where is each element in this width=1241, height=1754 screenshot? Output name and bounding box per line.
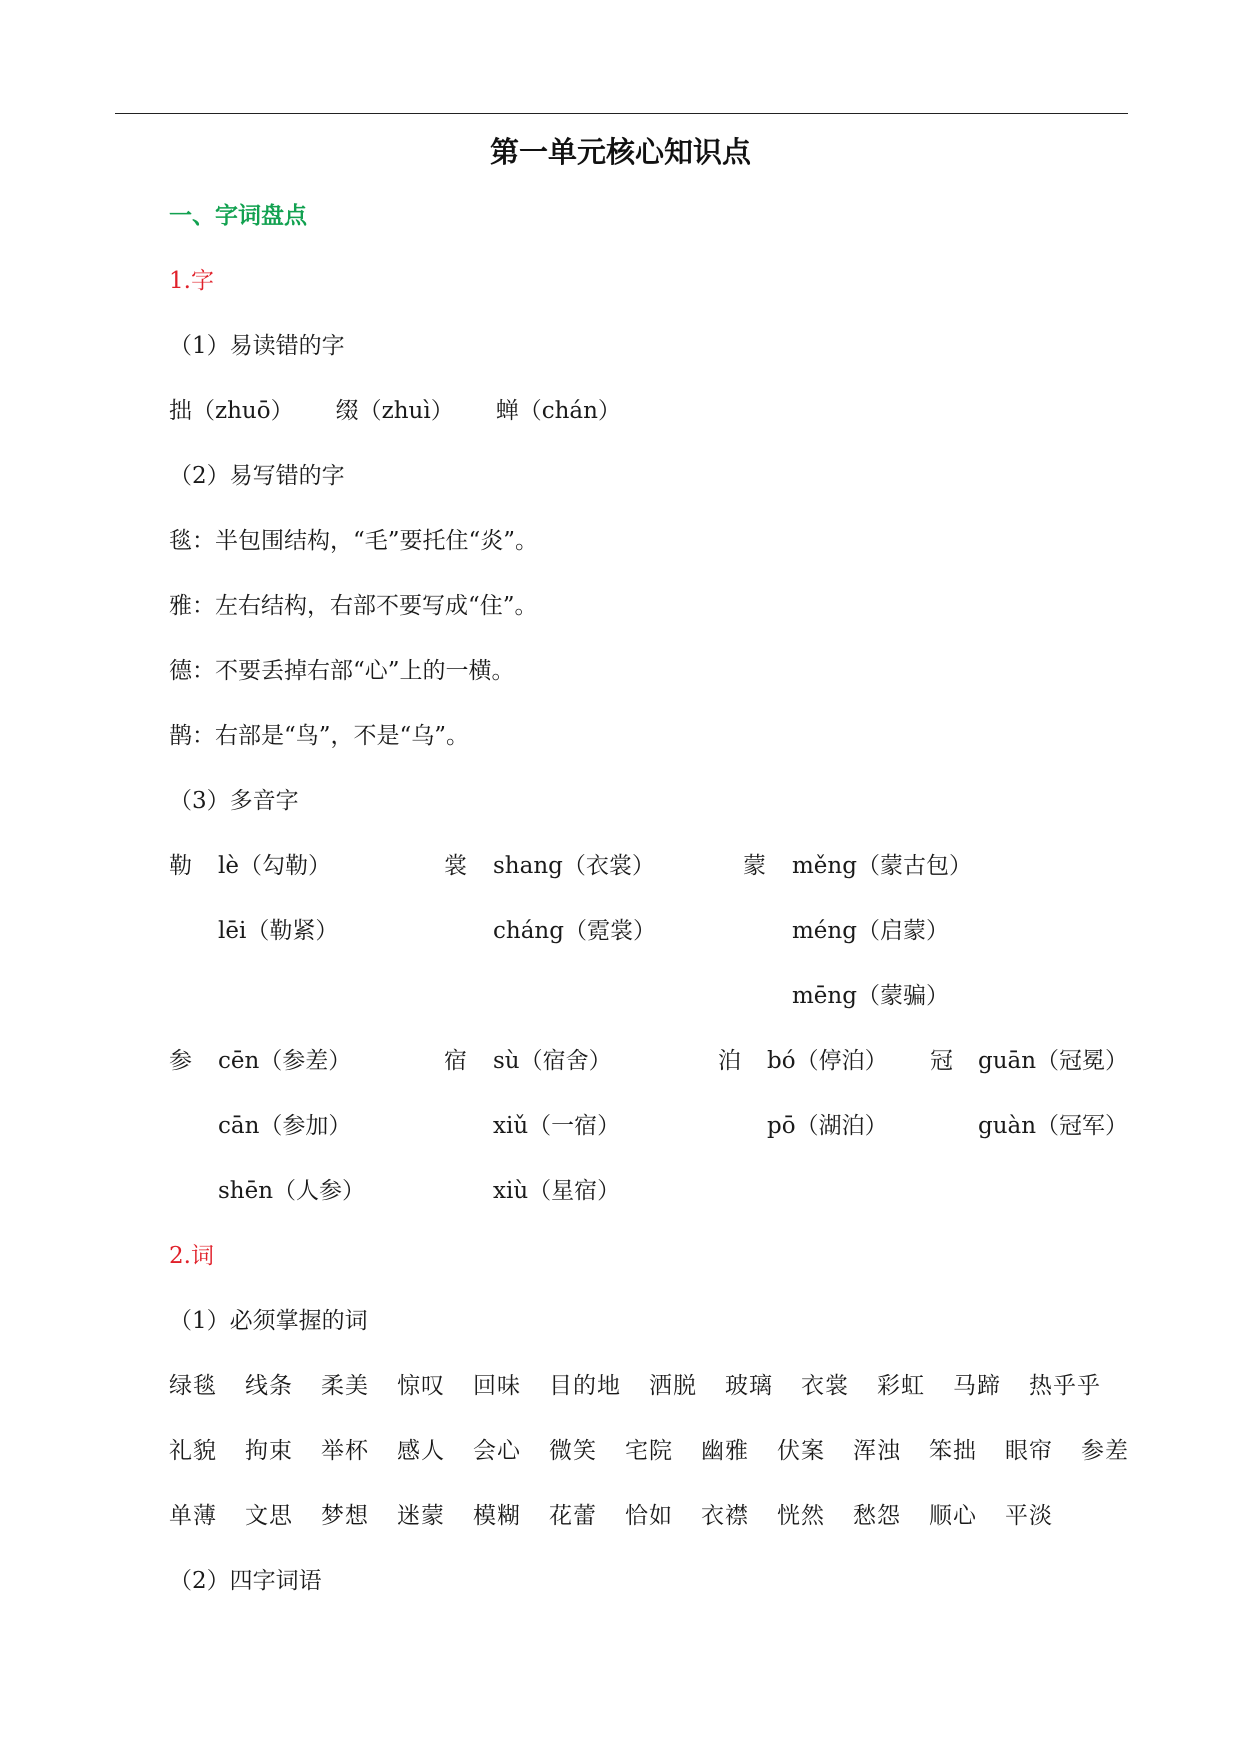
vocab-word: 热乎乎: [1029, 1373, 1101, 1399]
vocab-word: 举杯: [321, 1438, 369, 1464]
heading-four-char-idioms: （2）四字词语: [169, 1568, 322, 1594]
polyphone-reading: méng（启蒙）: [792, 918, 949, 944]
vocab-word: 眼帘: [1005, 1438, 1053, 1464]
vocab-word: 线条: [245, 1373, 293, 1399]
polyphone-reading: shēn（人参）: [218, 1178, 366, 1204]
misread-item: 蝉（chán）: [495, 398, 621, 424]
word-row: [169, 1500, 1081, 1532]
section-heading-words: 一、字词盘点: [169, 203, 307, 229]
vocab-word: 梦想: [321, 1503, 369, 1529]
subheading-words: 2.词: [169, 1243, 214, 1269]
page-title: 第一单元核心知识点: [489, 135, 751, 169]
miswrite-note: 德：不要丢掉右部“心”上的一横。: [169, 658, 515, 684]
heading-miswritten-characters: （2）易写错的字: [169, 463, 345, 489]
word-row: [169, 1435, 1157, 1467]
polyphone-reading: shang（衣裳）: [493, 853, 655, 879]
polyphone-reading: guān（冠冕）: [978, 1048, 1129, 1074]
polyphone-char: 勒: [169, 853, 192, 879]
vocab-word: 衣裳: [801, 1373, 849, 1399]
vocab-word: 回味: [473, 1373, 521, 1399]
polyphone-reading: xiù（星宿）: [493, 1178, 621, 1204]
vocab-word: 宅院: [625, 1438, 673, 1464]
polyphone-reading: bó（停泊）: [767, 1048, 888, 1074]
vocab-word: 愁怨: [853, 1503, 901, 1529]
vocab-word: 微笑: [549, 1438, 597, 1464]
polyphone-reading: lēi（勒紧）: [218, 918, 339, 944]
misread-item: 拙（zhuō）: [169, 398, 294, 424]
misread-list: [169, 395, 663, 427]
vocab-word: 绿毯: [169, 1373, 217, 1399]
miswrite-note: 鹊：右部是“鸟”，不是“乌”。: [169, 723, 470, 749]
header-rule: [115, 113, 1128, 114]
polyphone-reading: xiǔ（一宿）: [493, 1113, 621, 1139]
polyphone-char: 宿: [444, 1048, 467, 1074]
polyphone-reading: pō（湖泊）: [767, 1113, 888, 1139]
polyphone-char: 蒙: [743, 853, 766, 879]
polyphone-reading: cān（参加）: [218, 1113, 352, 1139]
polyphone-reading: měng（蒙古包）: [792, 853, 972, 879]
vocab-word: 幽雅: [701, 1438, 749, 1464]
polyphone-char: 泊: [718, 1048, 741, 1074]
polyphone-reading: cēn（参差）: [218, 1048, 352, 1074]
vocab-word: 文思: [245, 1503, 293, 1529]
vocab-word: 惊叹: [397, 1373, 445, 1399]
miswrite-note: 毯：半包围结构，“毛”要托住“炎”。: [169, 528, 539, 554]
misread-item: 缀（zhuì）: [335, 398, 454, 424]
vocab-word: 单薄: [169, 1503, 217, 1529]
vocab-word: 恍然: [777, 1503, 825, 1529]
vocab-word: 笨拙: [929, 1438, 977, 1464]
miswrite-note: 雅：左右结构，右部不要写成“住”。: [169, 593, 538, 619]
vocab-word: 彩虹: [877, 1373, 925, 1399]
polyphone-reading: guàn（冠军）: [978, 1113, 1129, 1139]
vocab-word: 平淡: [1005, 1503, 1053, 1529]
vocab-word: 恰如: [625, 1503, 673, 1529]
vocab-word: 马蹄: [953, 1373, 1001, 1399]
vocab-word: 花蕾: [549, 1503, 597, 1529]
polyphone-char: 参: [169, 1048, 192, 1074]
vocab-word: 模糊: [473, 1503, 521, 1529]
vocab-word: 浑浊: [853, 1438, 901, 1464]
vocab-word: 礼貌: [169, 1438, 217, 1464]
polyphone-char: 冠: [930, 1048, 953, 1074]
vocab-word: 感人: [397, 1438, 445, 1464]
word-row: [169, 1370, 1129, 1402]
vocab-word: 参差: [1081, 1438, 1129, 1464]
heading-misread-characters: （1）易读错的字: [169, 333, 345, 359]
heading-polyphones: （3）多音字: [169, 788, 299, 814]
vocab-word: 洒脱: [649, 1373, 697, 1399]
vocab-word: 顺心: [929, 1503, 977, 1529]
polyphone-reading: sù（宿舍）: [493, 1048, 612, 1074]
vocab-word: 衣襟: [701, 1503, 749, 1529]
polyphone-reading: cháng（霓裳）: [493, 918, 656, 944]
heading-required-words: （1）必须掌握的词: [169, 1308, 368, 1334]
vocab-word: 拘束: [245, 1438, 293, 1464]
polyphone-reading: lè（勾勒）: [218, 853, 331, 879]
vocab-word: 柔美: [321, 1373, 369, 1399]
vocab-word: 迷蒙: [397, 1503, 445, 1529]
vocab-word: 会心: [473, 1438, 521, 1464]
polyphone-reading: mēng（蒙骗）: [792, 983, 949, 1009]
vocab-word: 目的地: [549, 1373, 621, 1399]
vocab-word: 伏案: [777, 1438, 825, 1464]
subheading-characters: 1.字: [169, 268, 214, 294]
polyphone-char: 裳: [444, 853, 467, 879]
vocab-word: 玻璃: [725, 1373, 773, 1399]
